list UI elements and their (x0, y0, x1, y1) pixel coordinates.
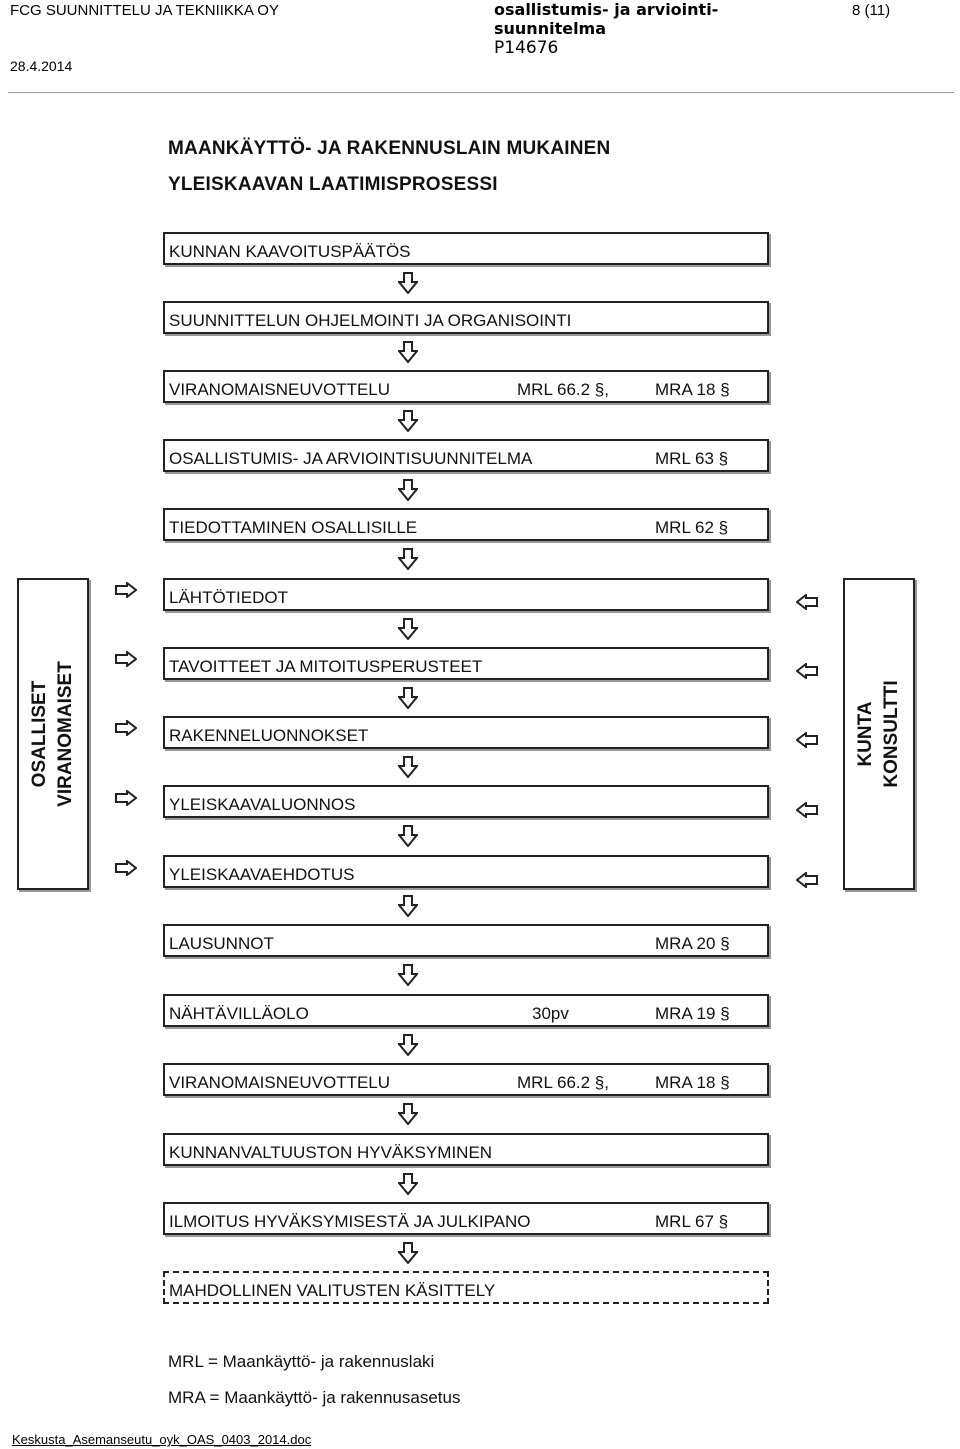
step-label: VIRANOMAISNEUVOTTELU (169, 380, 391, 399)
step-box (163, 1133, 769, 1166)
step-box (163, 232, 769, 265)
step-reference-b: MRA 18 § (655, 1073, 730, 1092)
step-box (163, 1063, 769, 1096)
step-box (163, 924, 769, 957)
hollow-arrow-icon (796, 872, 818, 888)
participants-label: OSALLISET (29, 680, 50, 788)
hollow-arrow-icon (398, 548, 418, 570)
step-box (163, 647, 769, 680)
step-box (163, 994, 769, 1027)
diagram-title-line2: YLEISKAAVAN LAATIMISPROSESSI (168, 174, 498, 195)
step-label: KUNNAN KAAVOITUSPÄÄTÖS (169, 242, 411, 261)
company-name: FCG SUUNNITTELU JA TEKNIIKKA OY (10, 2, 279, 19)
participants-panel (17, 578, 89, 890)
municipality-label: KUNTA (855, 701, 876, 767)
hollow-arrow-icon (115, 790, 137, 806)
hollow-arrow-icon (398, 825, 418, 847)
document-title-line2: suunnitelma (494, 19, 607, 38)
diagram-title-line1: MAANKÄYTTÖ- JA RAKENNUSLAIN MUKAINEN (168, 138, 611, 159)
legend-mrl: MRL = Maankäyttö- ja rakennuslaki (168, 1352, 435, 1371)
step-label: LAUSUNNOT (169, 934, 274, 953)
step-label: TIEDOTTAMINEN OSALLISILLE (169, 518, 418, 537)
hollow-arrow-icon (398, 618, 418, 640)
step-label: YLEISKAAVAEHDOTUS (169, 865, 355, 884)
step-label: OSALLISTUMIS- JA ARVIOINTISUUNNITELMA (169, 449, 533, 468)
step-label: ILMOITUS HYVÄKSYMISESTÄ JA JULKIPANO (169, 1212, 531, 1231)
step-reference-b: MRL 67 § (655, 1212, 729, 1231)
hollow-arrow-icon (115, 860, 137, 876)
step-box (163, 301, 769, 334)
hollow-arrow-icon (796, 594, 818, 610)
step-reference-b: MRL 62 § (655, 518, 729, 537)
step-label: TAVOITTEET JA MITOITUSPERUSTEET (169, 657, 483, 676)
project-number: P14676 (494, 38, 559, 58)
step-label: LÄHTÖTIEDOT (169, 588, 289, 607)
header-divider (8, 92, 954, 93)
hollow-arrow-icon (115, 720, 137, 736)
step-box (163, 785, 769, 818)
hollow-arrow-icon (398, 341, 418, 363)
document-date: 28.4.2014 (10, 58, 73, 74)
hollow-arrow-icon (398, 410, 418, 432)
hollow-arrow-icon (398, 1242, 418, 1264)
municipality-panel-text (853, 680, 905, 787)
step-reference-b: MRA 18 § (655, 380, 730, 399)
authorities-label: VIRANOMAISET (55, 661, 76, 807)
step-box-optional (163, 1271, 769, 1304)
consultant-label: KONSULTTI (881, 680, 902, 788)
document-title-line1: osallistumis- ja arviointi- (494, 0, 719, 19)
hollow-arrow-icon (398, 479, 418, 501)
document-title-block (494, 0, 718, 58)
hollow-arrow-icon (398, 1034, 418, 1056)
footer-filename: Keskusta_Asemanseutu_oyk_OAS_0403_2014.doc (12, 1432, 312, 1447)
hollow-arrow-icon (398, 272, 418, 294)
hollow-arrow-icon (115, 651, 137, 667)
step-reference-a: MRL 66.2 §, (517, 380, 609, 399)
hollow-arrow-icon (398, 687, 418, 709)
step-box (163, 855, 769, 888)
step-label: SUUNNITTELUN OHJELMOINTI JA ORGANISOINTI (169, 311, 572, 330)
step-label: YLEISKAAVALUONNOS (169, 795, 356, 814)
hollow-arrow-icon (796, 802, 818, 818)
municipality-panel (843, 578, 915, 890)
legend-mra: MRA = Maankäyttö- ja rakennusasetus (168, 1388, 461, 1407)
hollow-arrow-icon (796, 663, 818, 679)
step-box (163, 716, 769, 749)
step-reference-b: MRA 19 § (655, 1004, 730, 1023)
hollow-arrow-icon (398, 1103, 418, 1125)
step-label: MAHDOLLINEN VALITUSTEN KÄSITTELY (169, 1281, 496, 1300)
hollow-arrow-icon (115, 582, 137, 598)
participants-panel-text (27, 661, 79, 807)
step-label: NÄHTÄVILLÄOLO (169, 1004, 309, 1023)
hollow-arrow-icon (398, 756, 418, 778)
step-box (163, 508, 769, 541)
hollow-arrow-icon (796, 732, 818, 748)
step-reference-a: 30pv (532, 1004, 569, 1023)
step-box (163, 439, 769, 472)
step-reference-a: MRL 66.2 §, (517, 1073, 609, 1092)
hollow-arrow-icon (398, 895, 418, 917)
hollow-arrow-icon (398, 964, 418, 986)
step-box (163, 1202, 769, 1235)
step-label: RAKENNELUONNOKSET (169, 726, 369, 745)
step-label: KUNNANVALTUUSTON HYVÄKSYMINEN (169, 1143, 493, 1162)
step-box (163, 370, 769, 403)
hollow-arrow-icon (398, 1173, 418, 1195)
step-reference-b: MRA 20 § (655, 934, 730, 953)
step-reference-b: MRL 63 § (655, 449, 729, 468)
page-number: 8 (11) (852, 2, 891, 19)
step-label: VIRANOMAISNEUVOTTELU (169, 1073, 391, 1092)
step-box (163, 578, 769, 611)
